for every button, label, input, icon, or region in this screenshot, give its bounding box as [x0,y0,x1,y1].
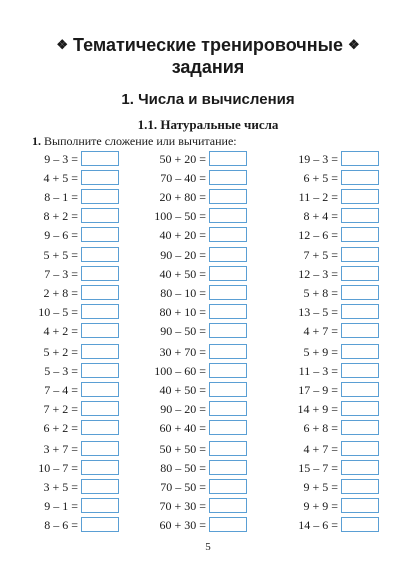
answer-box[interactable] [341,479,379,494]
answer-box[interactable] [209,517,247,532]
exercise-expression: 8 + 4 = [303,209,338,223]
exercise-expression: 50 + 50 = [159,442,206,456]
exercise-column [30,151,119,246]
title-line-1 [0,34,416,56]
answer-box[interactable] [81,441,119,456]
exercise-item [148,170,247,189]
exercise-item [148,285,247,304]
exercise-expression: 6 + 8 = [303,421,338,435]
answer-box[interactable] [341,227,379,242]
exercise-item [148,460,247,479]
exercise-item [148,441,247,460]
exercise-item [148,382,247,401]
answer-box[interactable] [209,304,247,319]
exercise-expression: 60 + 40 = [159,421,206,435]
exercise-item [290,382,379,401]
answer-box[interactable] [341,170,379,185]
answer-box[interactable] [209,151,247,166]
task-instruction [32,134,237,149]
exercise-item [30,344,119,363]
exercise-expression: 9 + 9 = [303,499,338,513]
answer-box[interactable] [341,420,379,435]
exercise-column [290,247,379,342]
exercise-item [148,208,247,227]
exercise-expression: 5 + 5 = [43,248,78,262]
exercise-expression: 70 – 50 = [160,480,206,494]
answer-box[interactable] [209,189,247,204]
exercise-expression: 12 – 3 = [298,267,338,281]
exercise-expression: 7 + 5 = [303,248,338,262]
exercise-item [148,323,247,342]
answer-box[interactable] [341,266,379,281]
exercise-item [290,304,379,323]
exercise-item [290,189,379,208]
exercise-item [290,266,379,285]
answer-box[interactable] [209,420,247,435]
exercise-item [148,189,247,208]
answer-box[interactable] [341,460,379,475]
answer-box[interactable] [209,460,247,475]
exercise-item [30,323,119,342]
exercise-expression: 4 + 5 = [43,171,78,185]
exercise-expression: 80 + 10 = [159,305,206,319]
exercise-column [290,344,379,439]
exercise-expression: 9 – 6 = [44,228,78,242]
exercise-item [30,285,119,304]
exercise-expression: 6 + 2 = [43,421,78,435]
exercise-column [30,441,119,536]
exercise-item [290,517,379,536]
exercise-expression: 11 – 3 = [298,364,338,378]
answer-box[interactable] [209,170,247,185]
exercise-item [290,227,379,246]
exercise-expression: 40 + 50 = [159,267,206,281]
exercise-expression: 5 + 9 = [303,345,338,359]
answer-box[interactable] [209,344,247,359]
answer-box[interactable] [81,170,119,185]
exercise-item [30,460,119,479]
exercise-expression: 5 + 8 = [303,286,338,300]
exercise-expression: 60 + 30 = [159,518,206,532]
section-heading: 1. Числа и вычисления [121,91,295,108]
exercise-expression: 3 + 7 = [43,442,78,456]
answer-box[interactable] [209,323,247,338]
answer-box[interactable] [341,441,379,456]
answer-box[interactable] [81,323,119,338]
exercise-item [30,247,119,266]
exercise-expression: 4 + 2 = [43,324,78,338]
exercise-item [30,498,119,517]
answer-box[interactable] [81,344,119,359]
answer-box[interactable] [209,479,247,494]
exercise-expression: 10 – 7 = [38,461,78,475]
exercise-column [290,441,379,536]
subsection-heading: 1.1. Натуральные числа [137,117,279,132]
exercise-expression: 2 + 8 = [43,286,78,300]
answer-box[interactable] [81,382,119,397]
answer-box[interactable] [81,517,119,532]
exercise-item [30,227,119,246]
exercise-item [30,517,119,536]
exercise-expression: 100 – 60 = [154,364,206,378]
exercise-expression: 30 + 70 = [159,345,206,359]
exercise-expression: 10 – 5 = [38,305,78,319]
exercise-expression: 14 – 6 = [298,518,338,532]
answer-box[interactable] [341,208,379,223]
exercise-expression: 100 – 50 = [154,209,206,223]
answer-box[interactable] [209,441,247,456]
answer-box[interactable] [209,266,247,281]
exercise-expression: 9 – 1 = [44,499,78,513]
answer-box[interactable] [341,517,379,532]
answer-box[interactable] [341,247,379,262]
exercise-item [30,304,119,323]
exercise-item [290,247,379,266]
exercise-item [148,304,247,323]
answer-box[interactable] [209,363,247,378]
exercise-expression: 7 – 3 = [44,267,78,281]
answer-box[interactable] [209,227,247,242]
task-text: Выполните сложение или вычитание: [44,134,237,148]
exercise-expression: 70 – 40 = [160,171,206,185]
exercise-expression: 15 – 7 = [298,461,338,475]
answer-box[interactable] [81,151,119,166]
answer-box[interactable] [341,344,379,359]
exercise-expression: 70 + 30 = [159,499,206,513]
page-number: 5 [205,541,211,553]
exercise-item [148,479,247,498]
exercise-item [30,151,119,170]
exercise-item [290,208,379,227]
exercise-item [148,420,247,439]
exercise-expression: 90 – 50 = [160,324,206,338]
exercise-column [148,151,247,246]
exercise-item [290,344,379,363]
answer-box[interactable] [341,151,379,166]
exercise-item [30,363,119,382]
exercise-item [30,208,119,227]
exercise-expression: 90 – 20 = [160,248,206,262]
exercise-item [290,151,379,170]
exercise-column [148,247,247,342]
exercise-expression: 80 – 10 = [160,286,206,300]
diamond-bullet-icon: ❖ [348,37,360,52]
answer-box[interactable] [81,285,119,300]
exercise-expression: 20 + 80 = [159,190,206,204]
answer-box[interactable] [341,323,379,338]
exercise-expression: 40 + 20 = [159,228,206,242]
exercise-item [290,479,379,498]
exercise-item [148,401,247,420]
exercise-item [290,460,379,479]
exercise-item [30,420,119,439]
exercise-expression: 4 + 7 = [303,442,338,456]
page-title [0,34,416,78]
answer-box[interactable] [81,498,119,513]
exercise-expression: 7 – 4 = [44,383,78,397]
answer-box[interactable] [341,189,379,204]
exercise-item [148,344,247,363]
diamond-bullet-icon: ❖ [56,37,68,52]
exercise-item [148,498,247,517]
answer-box[interactable] [209,382,247,397]
exercise-expression: 11 – 2 = [298,190,338,204]
exercise-item [30,170,119,189]
answer-box[interactable] [81,460,119,475]
title-line-2: задания [171,57,245,77]
answer-box[interactable] [209,247,247,262]
exercise-expression: 8 – 6 = [44,518,78,532]
answer-box[interactable] [341,285,379,300]
answer-box[interactable] [81,227,119,242]
answer-box[interactable] [81,208,119,223]
exercise-item [290,170,379,189]
exercise-item [148,227,247,246]
answer-box[interactable] [341,304,379,319]
answer-box[interactable] [209,401,247,416]
exercise-expression: 6 + 5 = [303,171,338,185]
answer-box[interactable] [81,189,119,204]
exercise-item [148,247,247,266]
exercise-item [290,401,379,420]
exercise-expression: 8 + 2 = [43,209,78,223]
exercise-expression: 14 + 9 = [297,402,338,416]
exercise-expression: 19 – 3 = [298,152,338,166]
exercise-expression: 50 + 20 = [159,152,206,166]
exercise-column [148,441,247,536]
exercise-expression: 13 – 5 = [298,305,338,319]
answer-box[interactable] [81,401,119,416]
exercise-expression: 9 + 5 = [303,480,338,494]
answer-box[interactable] [341,498,379,513]
exercise-item [30,401,119,420]
exercise-item [290,323,379,342]
exercise-item [290,441,379,460]
exercise-item [30,441,119,460]
exercise-item [30,479,119,498]
exercise-expression: 40 + 50 = [159,383,206,397]
exercise-expression: 7 + 2 = [43,402,78,416]
answer-box[interactable] [341,401,379,416]
exercise-expression: 9 – 3 = [44,152,78,166]
exercise-expression: 5 + 2 = [43,345,78,359]
exercise-item [148,363,247,382]
exercise-column [30,344,119,439]
exercise-expression: 17 – 9 = [298,383,338,397]
answer-box[interactable] [209,498,247,513]
exercise-expression: 8 – 1 = [44,190,78,204]
answer-box[interactable] [209,208,247,223]
exercise-expression: 80 – 50 = [160,461,206,475]
exercise-item [30,189,119,208]
exercise-item [290,363,379,382]
exercise-expression: 12 – 6 = [298,228,338,242]
exercise-item [148,151,247,170]
answer-box[interactable] [81,304,119,319]
answer-box[interactable] [81,420,119,435]
exercise-item [290,420,379,439]
exercise-item [290,285,379,304]
title-text-1: Тематические тренировочные [73,35,343,55]
exercise-item [30,382,119,401]
exercise-column [30,247,119,342]
exercise-expression: 4 + 7 = [303,324,338,338]
answer-box[interactable] [209,285,247,300]
exercise-column [290,151,379,246]
answer-box[interactable] [81,363,119,378]
exercise-expression: 5 – 3 = [44,364,78,378]
exercise-item [290,498,379,517]
exercise-item [30,266,119,285]
answer-box[interactable] [81,247,119,262]
answer-box[interactable] [81,266,119,281]
answer-box[interactable] [81,479,119,494]
exercise-expression: 90 – 20 = [160,402,206,416]
answer-box[interactable] [341,382,379,397]
answer-box[interactable] [341,363,379,378]
exercise-expression: 3 + 5 = [43,480,78,494]
exercise-item [148,517,247,536]
exercise-item [148,266,247,285]
task-number: 1. [32,134,41,148]
exercise-column [148,344,247,439]
